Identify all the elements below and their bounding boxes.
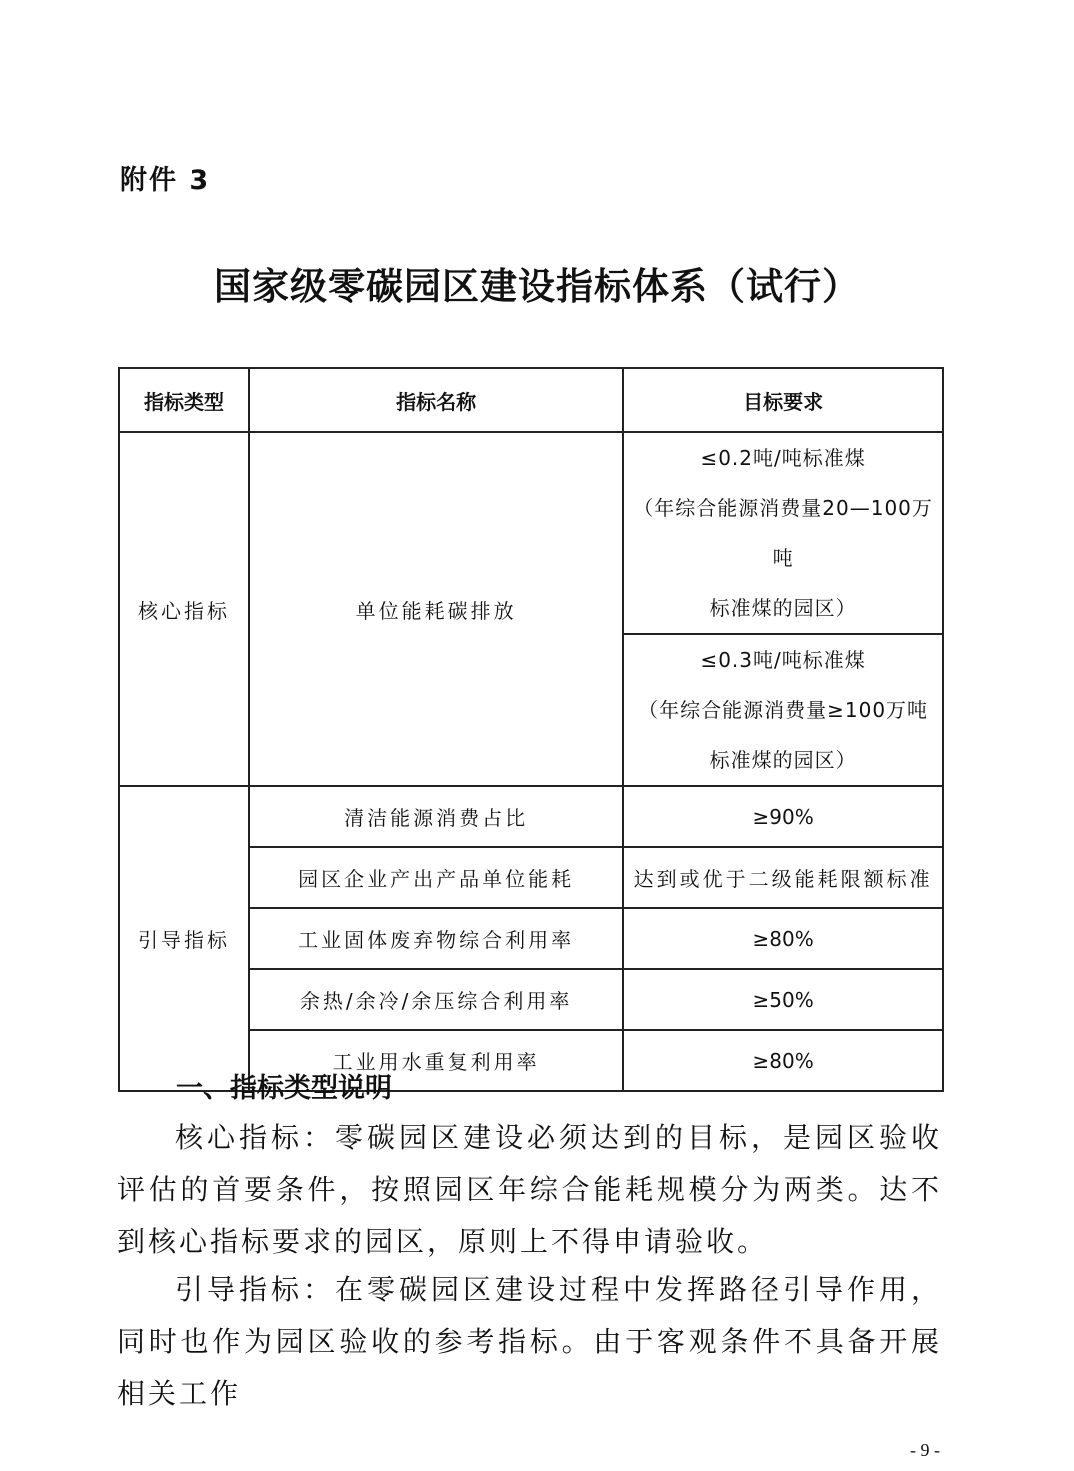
- table-row: [119, 786, 943, 847]
- guide-target-cell: ≥50%: [623, 969, 943, 1030]
- guide-type-cell: 引导指标: [119, 786, 249, 1091]
- requirement-line: （年综合能源消费量20—100万吨: [633, 496, 933, 570]
- section-heading: 一、指标类型说明: [176, 1073, 392, 1104]
- guide-name-cell: 工业用水重复利用率: [249, 1030, 623, 1091]
- guide-name-cell: 清洁能源消费占比: [249, 786, 623, 847]
- header-target: 目标要求: [623, 368, 943, 432]
- page-number: - 9 -: [910, 1440, 940, 1460]
- header-type: 指标类型: [119, 368, 249, 432]
- paragraph-guide: 引导指标：在零碳园区建设过程中发挥路径引导作用，同时也作为园区验收的参考指标。由于客观条件不具备开展相关工作: [117, 1273, 942, 1410]
- table-header-row: [119, 368, 943, 432]
- paragraph-core: 核心指标：零碳园区建设必须达到的目标，是园区验收评估的首要条件，按照园区年综合能耗规模分为两类。达不到核心指标要求的园区，原则上不得申请验收。: [117, 1121, 942, 1258]
- indicator-table: [118, 367, 944, 1092]
- requirement-line: ≤0.3吨/吨标准煤: [700, 648, 866, 672]
- guide-name-cell: 余热/余冷/余压综合利用率: [249, 969, 623, 1030]
- attachment-label: 附件 3: [120, 165, 211, 196]
- guide-target-cell: ≥90%: [623, 786, 943, 847]
- core-type-cell: 核心指标: [119, 432, 249, 786]
- core-requirement-1: [623, 432, 943, 634]
- core-requirement-2: [623, 634, 943, 786]
- guide-target-cell: ≥80%: [623, 1030, 943, 1091]
- header-name: 指标名称: [249, 368, 623, 432]
- requirement-line: 标准煤的园区）: [709, 748, 857, 772]
- guide-target-cell: 达到或优于二级能耗限额标准: [623, 847, 943, 908]
- table-row: [119, 432, 943, 634]
- requirement-line: 标准煤的园区）: [709, 596, 857, 620]
- guide-name-cell: 工业固体废弃物综合利用率: [249, 908, 623, 969]
- guide-name-cell: 园区企业产出产品单位能耗: [249, 847, 623, 908]
- requirement-line: ≤0.2吨/吨标准煤: [700, 446, 866, 470]
- page-title: 国家级零碳园区建设指标体系（试行）: [214, 264, 860, 308]
- requirement-line: （年综合能源消费量≥100万吨: [638, 698, 929, 722]
- core-name-cell: 单位能耗碳排放: [249, 432, 623, 786]
- guide-target-cell: ≥80%: [623, 908, 943, 969]
